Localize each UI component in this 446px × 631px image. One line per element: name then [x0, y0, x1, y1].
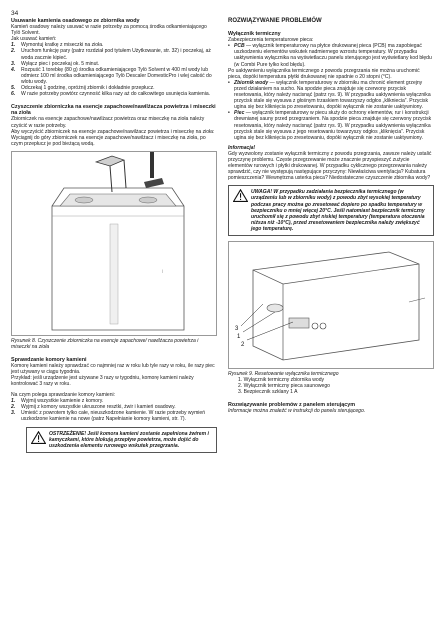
info-heading: Informacja!	[228, 144, 256, 151]
pcb-note: Po uaktywnieniu wyłącznika termicznego z powodu przegrzania nie można uruchomić pieca, dopóki temperatura płytki drukowanej nie spadnie o 20 stopni (°C).	[228, 67, 420, 80]
list-item: • Piec — wyłącznik temperaturowy w piecu służy do ochrony elementów, rur i konstrukcji drewnianej sauny przed przegrzaniem. Na spodzie pieca znajduje się czerwony przycisk resetowania, który należy nacisnąć (patrz rys. 9). W przypadku uaktywnienia wyłącznika przycisk stale się wysuwa z jego resetowaniu towarzyszy odgłos „kliknięcia”. Przycisk ugina się bez kliknięcia po zresetowaniu, dopóki wyłącznik nie zostanie uaktywniony.	[228, 110, 432, 141]
cleaning-p1: Zbiorniczek na esencje zapachowe/nawilżacz powietrza oraz miseczkę na zioła należy czyścić w razie potrzeby.	[11, 116, 205, 129]
list-item: 5. Odczekaj 1 godzinę, opróżnij zbiornik i dokładnie przepłucz.	[11, 85, 155, 92]
figure-8-illustration	[11, 151, 217, 336]
right-column	[228, 18, 434, 415]
caution-text: UWAGA! W przypadku zadziałania bezpiecznika termicznego (w urządzeniu lub w zbiorniku wody) z powodu zbyt wysokiej temperatury podczas pracy można go zresetować dopiero po spadku temperatury w bezpieczniku o mniej więcej 20°C. Jeśli natomiast bezpiecznik termiczny uruchomił się z powodu zbyt niskiej temperatury (temperatura otoczenia niższa niż -10°C), przed zresetowaniem bezpiecznika należy zwiększyć jego temperaturę.	[251, 189, 425, 232]
figure-label: 2	[241, 342, 245, 348]
list-item: 3. Bezpiecznik szklany 1 A	[238, 389, 298, 396]
list-item: • Zbiornik wody — wyłącznik temperaturowy w zbiorniku ma chronić element grzejny przed działaniem na sucho. Na spodzie pieca znajduje się czerwony przycisk resetowania, który należy nacisnąć (patrz rys. 9). W przypadku uaktywnienia wyłącznika przycisk stale się wysuwa z głośnym trzaskiem towarzyszy odgłos „klikniecia”. Przycisk ugina się bez kliknięcia po zresetowaniu, dopóki wyłącznik nie zostanie uaktywniony.	[228, 79, 431, 111]
left-column	[11, 18, 217, 453]
page-number: 34	[11, 10, 19, 17]
troubleshooting-title: ROZWIĄZYWANIE PROBLEMÓW	[228, 18, 322, 24]
caution-box	[228, 185, 434, 236]
sauna-heater-illustration	[12, 152, 216, 335]
warning-icon	[233, 189, 251, 232]
stone-chamber-p3: Na czym polega sprawdzanie komory kamieni:	[11, 391, 116, 398]
figure-9-illustration	[228, 241, 434, 369]
cleaning-heading: Czyszczenie zbiorniczka na esencje zapachowe/nawilżacza powietrza i miseczki na zioła	[11, 104, 216, 117]
figure-8-caption: Rysunek 8. Czyszczenie zbiorniczka na esencje zapachowe/ nawilżacza powietrza i miseczki na zioła	[11, 337, 199, 350]
stone-chamber-steps	[11, 398, 217, 422]
svg-text:|: |	[162, 267, 164, 273]
figure-9-caption: Rysunek 9. Resetowanie wyłącznika termicznego	[228, 371, 339, 377]
stone-chamber-p1: Komorę kamieni należy sprawdzać co najmniej raz w roku lub tyle razy w roku, ile razy piec jest używany w ciągu tygodnia.	[11, 363, 215, 376]
control-panel-text: Informacje można znaleźć w instrukcji do panelu sterującego.	[228, 408, 366, 415]
figure-label: 3	[235, 326, 239, 332]
list-item: 3. Umieść z powrotem tylko całe, nieuszkodzone kamienie. W razie potrzeby wymień uszkodzone kamienie na nowe (patrz Napełnianie komory kamieni, str. 7).	[11, 409, 206, 422]
descaling-heading: Usuwanie kamienia osadowego ze zbiornika wody	[11, 18, 140, 24]
heater-underside-illustration	[229, 242, 433, 368]
cleaning-p3: Wyciągnij do góry zbiorniczek na esencje zapachowe/nawilżacz i miseczkę na zioła, po czym przepłucz je pod bieżącą wodą.	[11, 134, 206, 147]
list-item: 1. Wyjmij wszystkie kamienie z komory.	[11, 397, 104, 404]
warning-icon	[31, 431, 49, 449]
thermal-switch-heading: Wyłącznik termiczny	[228, 31, 281, 38]
warning-box	[26, 427, 217, 453]
list-item: 1. Wymontuj kratkę z miseczki na zioła.	[11, 42, 104, 49]
descaling-intro: Kamień osadowy należy usuwać w razie potrzeby za pomocą środka odkamieniającego Tylö Solvent.	[11, 24, 207, 37]
cleaning-p2: Aby wyczyścić zbiorniczek na esencje zapachowe/nawilżacz powietrza i miseczkę na zioła:	[11, 128, 215, 135]
thermal-switch-intro: Zabezpieczenia temperaturowe pieca:	[228, 37, 314, 44]
info-text: Gdy wyzwolony zostanie wyłącznik termiczny z powodu przegrzania, zawsze należy ustalić przyczynę problemu. Częste przegrzewanie może znacznie przyspieszyć zużycie elementów rurowych i płytki drukowanej. W przypadku cyklicznego przegrzewania należy sprawdzić, czy nie występują następujące przyczyny: Niewłaściwa wentylacja? Kubatura pomieszczenia? Wewnętrzna usterka pieca? Niedostateczne czyszczenie zbiornika wody?	[228, 150, 432, 182]
warning-text: OSTRZEŻENIE! Jeśli komora kamieni zostanie zapełniona żwirem i kamyczkami, które blokują przepływ powietrza, może dojść do uszkodzenia elementu rurowego wskutek przegrzania.	[49, 431, 209, 450]
list-item: 1. Wyłącznik termiczny zbiornika wody	[238, 377, 325, 384]
control-panel-heading: Rozwiązywanie problemów z panelem sterującym	[228, 402, 356, 409]
descaling-steps	[11, 42, 217, 97]
figure-label: 1	[237, 334, 241, 340]
list-item: 2. Wyłącznik termiczny pieca saunowego	[238, 383, 330, 390]
list-item: • PCB — wyłącznik temperaturowy na płytce drukowanej pieca (PCB) ma zapobiegać uszkodzeniu elementów wskutek nadmiernego wzrostu temperatury. W przypadku uaktywnienia wyłącznika na wyświetlaczu panelu sterującego jest wyświetlany kod błędu (w Combi Pure tylko kod błędu).	[228, 43, 432, 68]
stone-chamber-heading: Sprawdzanie komory kamieni	[11, 357, 87, 364]
list-item: 2. Wyjmij z komory wszystkie ukruszone resztki, żwir i kamień osadowy.	[11, 403, 176, 410]
list-item: 3. Wyłącz piec i poczekaj ok. 5 minut.	[11, 60, 100, 67]
descaling-how: Jak usuwać kamień:	[11, 36, 57, 43]
list-item: 6. W razie potrzeby powtórz czynność kilka razy aż do całkowitego usunięcia kamienia.	[11, 91, 211, 98]
stone-chamber-p2: Przykład: jeśli urządzenie jest używane 3 razy w tygodniu, komorę kamieni należy kontrolować 3 razy w roku.	[11, 375, 194, 388]
list-item: 2. Uruchom funkcję pary (patrz rozdział pod tytułem Użytkowanie, str. 32) i poczekaj, aż woda zacznie kipieć.	[11, 48, 211, 61]
list-item: 4. Rozpuść 1 torebkę (80 g) środka odkamieniającego Tylö Solvent w 400 ml wody lub odmierz 100 ml środka odkamieniającego Tylö Descaler DomesticPro i wlej całość do wlotu wody.	[11, 66, 212, 85]
